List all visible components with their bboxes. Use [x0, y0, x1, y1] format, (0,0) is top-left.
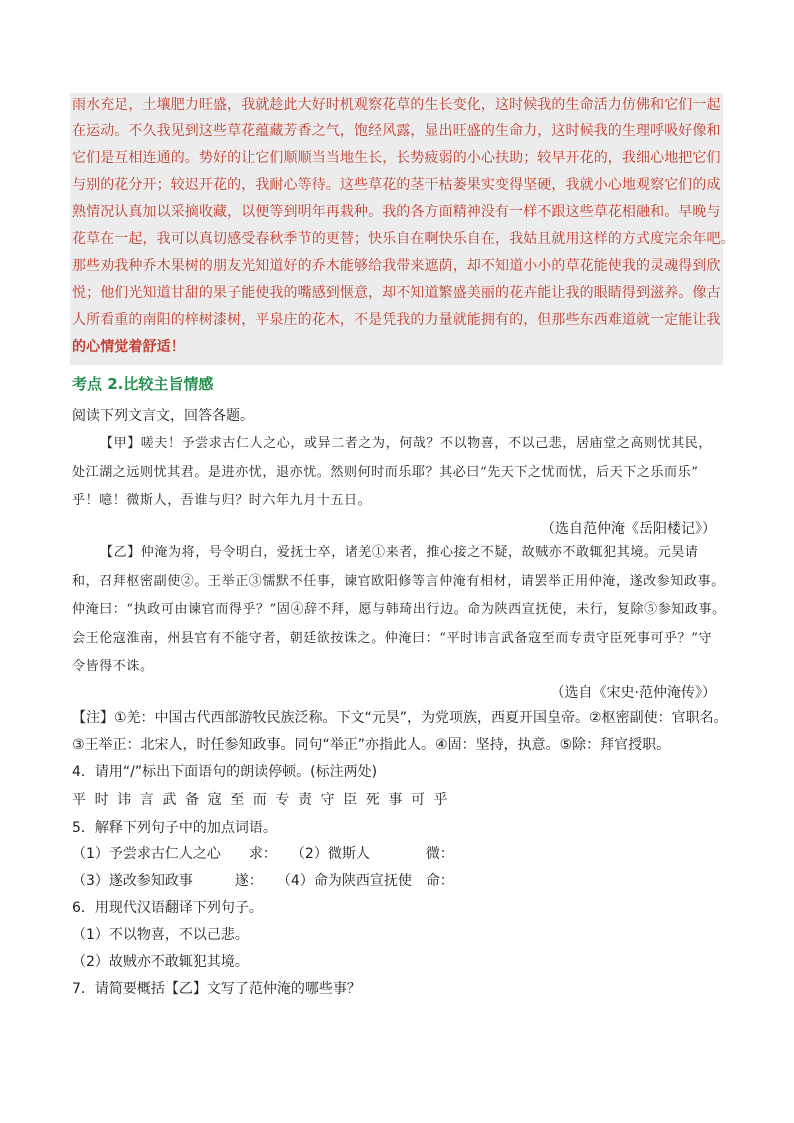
passage-jia-line: 乎！噫！微斯人，吾谁与归？时六年九月十五日。 [72, 493, 372, 508]
notes-line: ③王举正：北宋人，时任参知政事。同句“举正”亦指此人。④固：坚持，执意。⑤除：拜官授职。 [72, 737, 671, 753]
translation-line: 在运动。不久我见到这些草花蕴藏芳香之气，饱经风露，显出旺盛的生命力，这时候我的生理呼吸好像和 [72, 123, 721, 139]
passage-jia-line: 处江湖之远则忧其君。是进亦忧，退亦忧。然则何时而乐耶？其必曰“先天下之忧而忧，后天下之乐而乐” [72, 465, 699, 480]
translation-line: 雨水充足，土壤肥力旺盛，我就趁此大好时机观察花草的生长变化，这时候我的生命活力仿佛和它们一起 [72, 97, 721, 113]
reading-instruction: 阅读下列文言文，回答各题。 [72, 408, 254, 424]
passage-yi-line: 令皆得不诛。 [72, 659, 154, 674]
passage-yi-line: 仲淹曰：“执政可由谏官而得乎？”固④辞不拜，愿与韩琦出行边。命为陕西宣抚使，未行，复除⑤参知政事。 [72, 602, 726, 617]
passage-yi-line: 会王伦寇淮南，州县官有不能守者，朝廷欲按诛之。仲淹曰：“平时讳言武备寇至而专责守臣死事可乎？”守 [72, 631, 713, 646]
question-5-row: （1）予尝求古仁人之心 求： （2）微斯人 微： [72, 846, 454, 862]
question-4-sentence: 平时讳言武备寇至而专责守臣死事可乎 [72, 792, 457, 808]
question-7: 7．请简要概括【乙】文写了范仲淹的哪些事？ [72, 981, 361, 997]
passage-yi-line: 和，召拜枢密副使②。王举正③懦默不任事，谏官欧阳修等言仲淹有相材，请罢举正用仲淹，遂改参知政事。 [72, 574, 725, 589]
passage-jia-line: 【甲】嗟夫！予尝求古仁人之心，或异二者之为，何哉？不以物喜，不以己悲，居庙堂之高则忧其民， [100, 436, 713, 451]
translation-line: 的心情觉着舒适！ [72, 339, 185, 355]
question-5-row: （3）遂改参知政事 遂： （4）命为陕西宣抚使 命： [72, 873, 454, 889]
translation-line: 花草在一起，我可以真切感受春秋季节的更替；快乐自在啊快乐自在，我姑且就用这样的方式度完余年吧。 [72, 231, 735, 247]
passage-yi-source: （选自《宋史·范仲淹传》） [550, 685, 716, 701]
question-6-row: （2）故贼亦不敢辄犯其境。 [72, 954, 249, 970]
translation-line: 它们是互相连通的。势好的让它们顺顺当当地生长，长势疲弱的小心扶助；较早开花的，我细心地把它们 [72, 150, 721, 166]
translation-line: 人所看重的南阳的梓树漆树，平泉庄的花木，不是凭我的力量就能拥有的，但那些东西难道就一定能让我 [72, 312, 721, 328]
question-4: 4．请用“/”标出下面语句的朗读停顿。(标注两处) [72, 764, 378, 780]
section-heading: 考点 2.比较主旨情感 [72, 375, 214, 393]
translation-line: 悦；他们光知道甘甜的果子能使我的嘴感到惬意，却不知道繁盛美丽的花卉能让我的眼睛得到滋养。像古 [72, 285, 721, 301]
question-5: 5．解释下列句子中的加点词语。 [72, 820, 277, 836]
question-6-row: （1）不以物喜，不以己悲。 [72, 927, 249, 943]
notes-line: 【注】①羌：中国古代西部游牧民族泛称。下文“元昊”，为党项族，西夏开国皇帝。②枢密副使：官职名。 [72, 710, 728, 726]
passage-jia-source: （选自范仲淹《岳阳楼记》） [541, 521, 716, 537]
passage-yi-line: 【乙】仲淹为将，号令明白，爱抚士卒，诸羌①来者，推心接之不疑，故贼亦不敢辄犯其境。元昊请 [100, 545, 699, 560]
translation-line: 那些劝我种乔木果树的朋友光知道好的乔木能够给我带来遮荫，却不知道小小的草花能使我的灵魂得到欣 [72, 258, 721, 274]
translation-line: 熟情况认真加以采摘收藏，以便等到明年再栽种。我的各方面精神没有一样不跟这些草花相融和。早晚与 [72, 204, 721, 220]
translation-line: 与别的花分开；较迟开花的，我耐心等待。这些草花的茎干枯萎果实变得坚硬，我就小心地观察它们的成 [72, 177, 721, 193]
question-6: 6．用现代汉语翻译下列句子。 [72, 900, 263, 916]
